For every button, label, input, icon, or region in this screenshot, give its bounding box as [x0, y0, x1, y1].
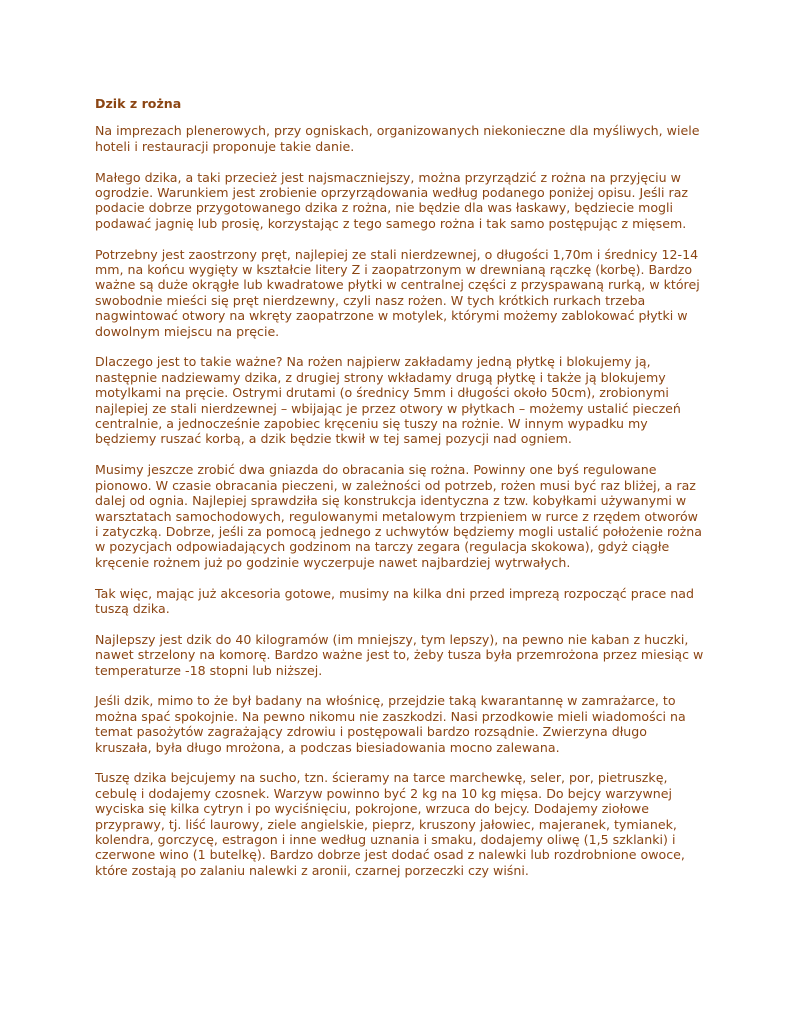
- paragraph-8: Jeśli dzik, mimo to że był badany na włośnicę, przejdzie taką kwarantannę w zamrażarce, to można spać spokojnie. Na pewno nikomu nie zaszkodzi. Nasi przodkowie mieli wiadomości na temat pasożytów zagrażający zdrowiu i postępowali bardzo rozsądnie. Zwierzyna długo kruszała, była długo mrożona, a podczas biesiadowania mocno zalewana.: [95, 693, 686, 755]
- paragraph-5: Musimy jeszcze zrobić dwa gniazda do obracania się rożna. Powinny one byś regulowane pionowo. W czasie obracania pieczeni, w zależności od potrzeb, rożen musi być raz bliżej, a raz dalej od ognia. Najlepiej sprawdziła się konstrukcja identyczna z tzw. kobyłkami używanymi w warsztatach samochodowych, regulowanymi metalowym trzpieniem w rurce z rzędem otworów i zatyczką. Dobrze, jeśli za pomocą jednego z uchwytów będziemy mogli ustalić położenie rożna w pozycjach odpowiadających godzinom na tarczy zegara (regulacja skokowa), gdyż ciągłe kręcenie rożnem już po godzinie wyczerpuje nawet najbardziej wytrwałych.: [95, 462, 702, 570]
- paragraph-1: Na imprezach plenerowych, przy ogniskach, organizowanych niekonieczne dla myśliwych, wiele hoteli i restauracji proponuje takie danie.: [95, 123, 700, 154]
- paragraph-6: Tak więc, mając już akcesoria gotowe, musimy na kilka dni przed imprezą rozpocząć prace nad tuszą dzika.: [95, 585, 694, 616]
- paragraph-4: Dlaczego jest to takie ważne? Na rożen najpierw zakładamy jedną płytkę i blokujemy ją, następnie nadziewamy dzika, z drugiej strony wkładamy drugą płytkę i także ją blokujemy motylkami na pręcie. Ostrymi drutami (o średnicy 5mm i długości około 50cm), zrobionymi najlepiej ze stali nierdzewnej – wbijając je przez otwory w płytkach – możemy ustalić pieczeń centralnie, a jednocześnie zapobiec kręceniu się tuszy na rożnie. W innym wypadku my będziemy ruszać korbą, a dzik będzie tkwił w tej samej pozycji nad ogniem.: [95, 354, 681, 447]
- document-title: Dzik z rożna: [95, 96, 182, 111]
- paragraph-3: Potrzebny jest zaostrzony pręt, najlepiej ze stali nierdzewnej, o długości 1,70m i średnicy 12-14 mm, na końcu wygięty w kształcie litery Z i zaopatrzonym w drewnianą rączkę (korbę). Bardzo ważne są duże okrągłe lub kwadratowe płytki w centralnej części z przyspawaną rurką, w której swobodnie mieści się pręt nierdzewny, czyli nasz rożen. W tych krótkich rurkach trzeba nagwintować otwory na wkręty zaopatrzone w motylek, którymi możemy zablokować płytki w dowolnym miejscu na pręcie.: [95, 246, 700, 339]
- document-page: [95, 96, 705, 894]
- paragraph-9: Tuszę dzika bejcujemy na sucho, tzn. ścieramy na tarce marchewkę, seler, por, pietruszkę, cebulę i dodajemy czosnek. Warzyw powinno być 2 kg na 10 kg mięsa. Do bejcy warzywnej wyciska się kilka cytryn i po wyciśnięciu, pokrojone, wrzuca do bejcy. Dodajemy ziołowe przyprawy, tj. liść laurowy, ziele angielskie, pieprz, kruszony jałowiec, majeranek, tymianek, kolendra, gorczycę, estragon i inne według uznania i smaku, dodajemy oliwę (1,5 szklanki) i czerwone wino (1 butelkę). Bardzo dobrze jest dodać osad z nalewki lub rozdrobnione owoce, które zostają po zalaniu nalewki z aronii, czarnej porzeczki czy wiśni.: [95, 770, 685, 878]
- paragraph-2: Małego dzika, a taki przecież jest najsmaczniejszy, można przyrządzić z rożna na przyjęciu w ogrodzie. Warunkiem jest zrobienie oprzyrządowania według podanego poniżej opisu. Jeśli raz podacie dobrze przygotowanego dzika z rożna, nie będzie dla was łaskawy, będziecie mogli podawać jagnię lub prosię, korzystając z tego samego rożna i tak samo postępując z mięsem.: [95, 169, 689, 231]
- paragraph-7: Najlepszy jest dzik do 40 kilogramów (im mniejszy, tym lepszy), na pewno nie kaban z huczki, nawet strzelony na komorę. Bardzo ważne jest to, żeby tusza była przemrożona przez miesiąc w temperaturze -18 stopni lub niższej.: [95, 631, 704, 678]
